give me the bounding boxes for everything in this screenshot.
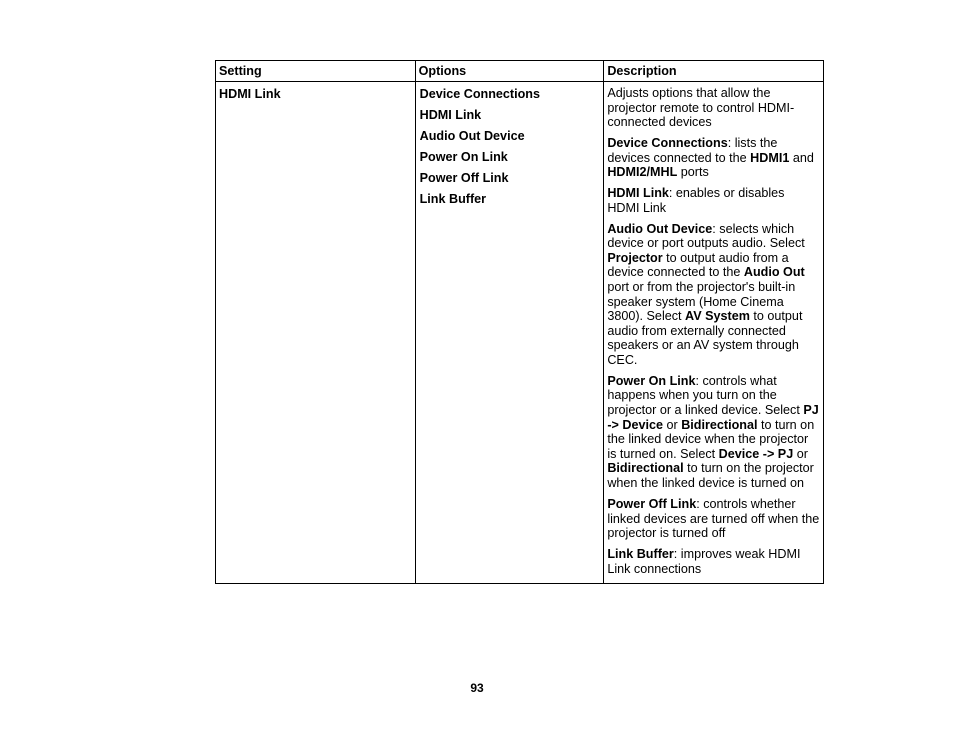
page-number: 93 <box>470 681 484 695</box>
description-text: : improves weak HDMI Link connections <box>607 547 801 576</box>
description-text: to turn on the projector when the linked device is turned on <box>607 461 814 491</box>
description-paragraph <box>607 136 820 180</box>
description-paragraph <box>607 186 820 215</box>
description-term: Device Connections <box>607 136 728 151</box>
description-text: to turn on the linked device when the projector is turned on. Select <box>607 417 815 461</box>
description-term: HDMI2/MHL <box>607 165 678 180</box>
option-item: Power Off Link <box>419 171 509 186</box>
description-text: or <box>663 417 682 432</box>
description-paragraph <box>607 86 820 130</box>
description-term: Bidirectional <box>607 461 684 476</box>
description-text: ports <box>677 165 709 180</box>
table-row <box>216 82 824 584</box>
description-cell <box>604 82 824 584</box>
header-setting: Setting <box>216 61 416 82</box>
description-term: HDMI Link <box>607 186 669 201</box>
option-item: Power On Link <box>419 150 508 165</box>
description-paragraph <box>607 222 820 368</box>
description-paragraph <box>607 547 820 576</box>
description-term: Power Off Link <box>607 496 697 511</box>
option-item: Audio Out Device <box>419 129 525 144</box>
header-description: Description <box>604 61 824 82</box>
description-term: Audio Out Device <box>607 221 713 236</box>
option-item: Device Connections <box>419 87 540 101</box>
description-text: : lists the devices connected to the <box>607 136 778 165</box>
description-text: : enables or disables HDMI Link <box>607 186 785 215</box>
description-term: AV System <box>685 309 750 324</box>
description-term: HDMI1 <box>750 150 790 165</box>
description-term: Power On Link <box>607 373 696 388</box>
description-term: PJ -> Device <box>607 403 819 432</box>
description-term: Device -> PJ <box>718 446 794 461</box>
option-item: HDMI Link <box>419 108 482 123</box>
description-term: Link Buffer <box>607 547 674 561</box>
description-text: port or from the projector's built-in speaker system (Home Cinema 3800). Select <box>607 280 796 324</box>
description-text: to output audio from a device connected to the <box>607 250 789 280</box>
description-text: : selects which device or port outputs audio. Select <box>607 221 805 251</box>
description-text: : controls whether linked devices are turned off when the projector is turned off <box>607 496 820 541</box>
setting-cell: HDMI Link <box>216 82 416 584</box>
settings-table <box>215 60 824 584</box>
description-paragraph <box>607 374 820 491</box>
header-options: Options <box>415 61 604 82</box>
table-header-row <box>216 61 824 82</box>
description-paragraph <box>607 497 820 541</box>
description-term: Audio Out <box>743 265 805 280</box>
description-text: : controls what happens when you turn on the projector or a linked device. Select <box>607 373 804 418</box>
description-text: Adjusts options that allow the projector remote to control HDMI-connected devices <box>607 86 795 130</box>
option-item: Link Buffer <box>419 192 487 207</box>
description-text: or <box>793 446 808 461</box>
description-text: to output audio from externally connected speakers or an AV system through CEC. <box>607 309 803 367</box>
description-term: Bidirectional <box>681 417 758 432</box>
description-text: and <box>789 150 814 165</box>
description-term: Projector <box>607 250 663 265</box>
options-cell <box>415 82 604 584</box>
